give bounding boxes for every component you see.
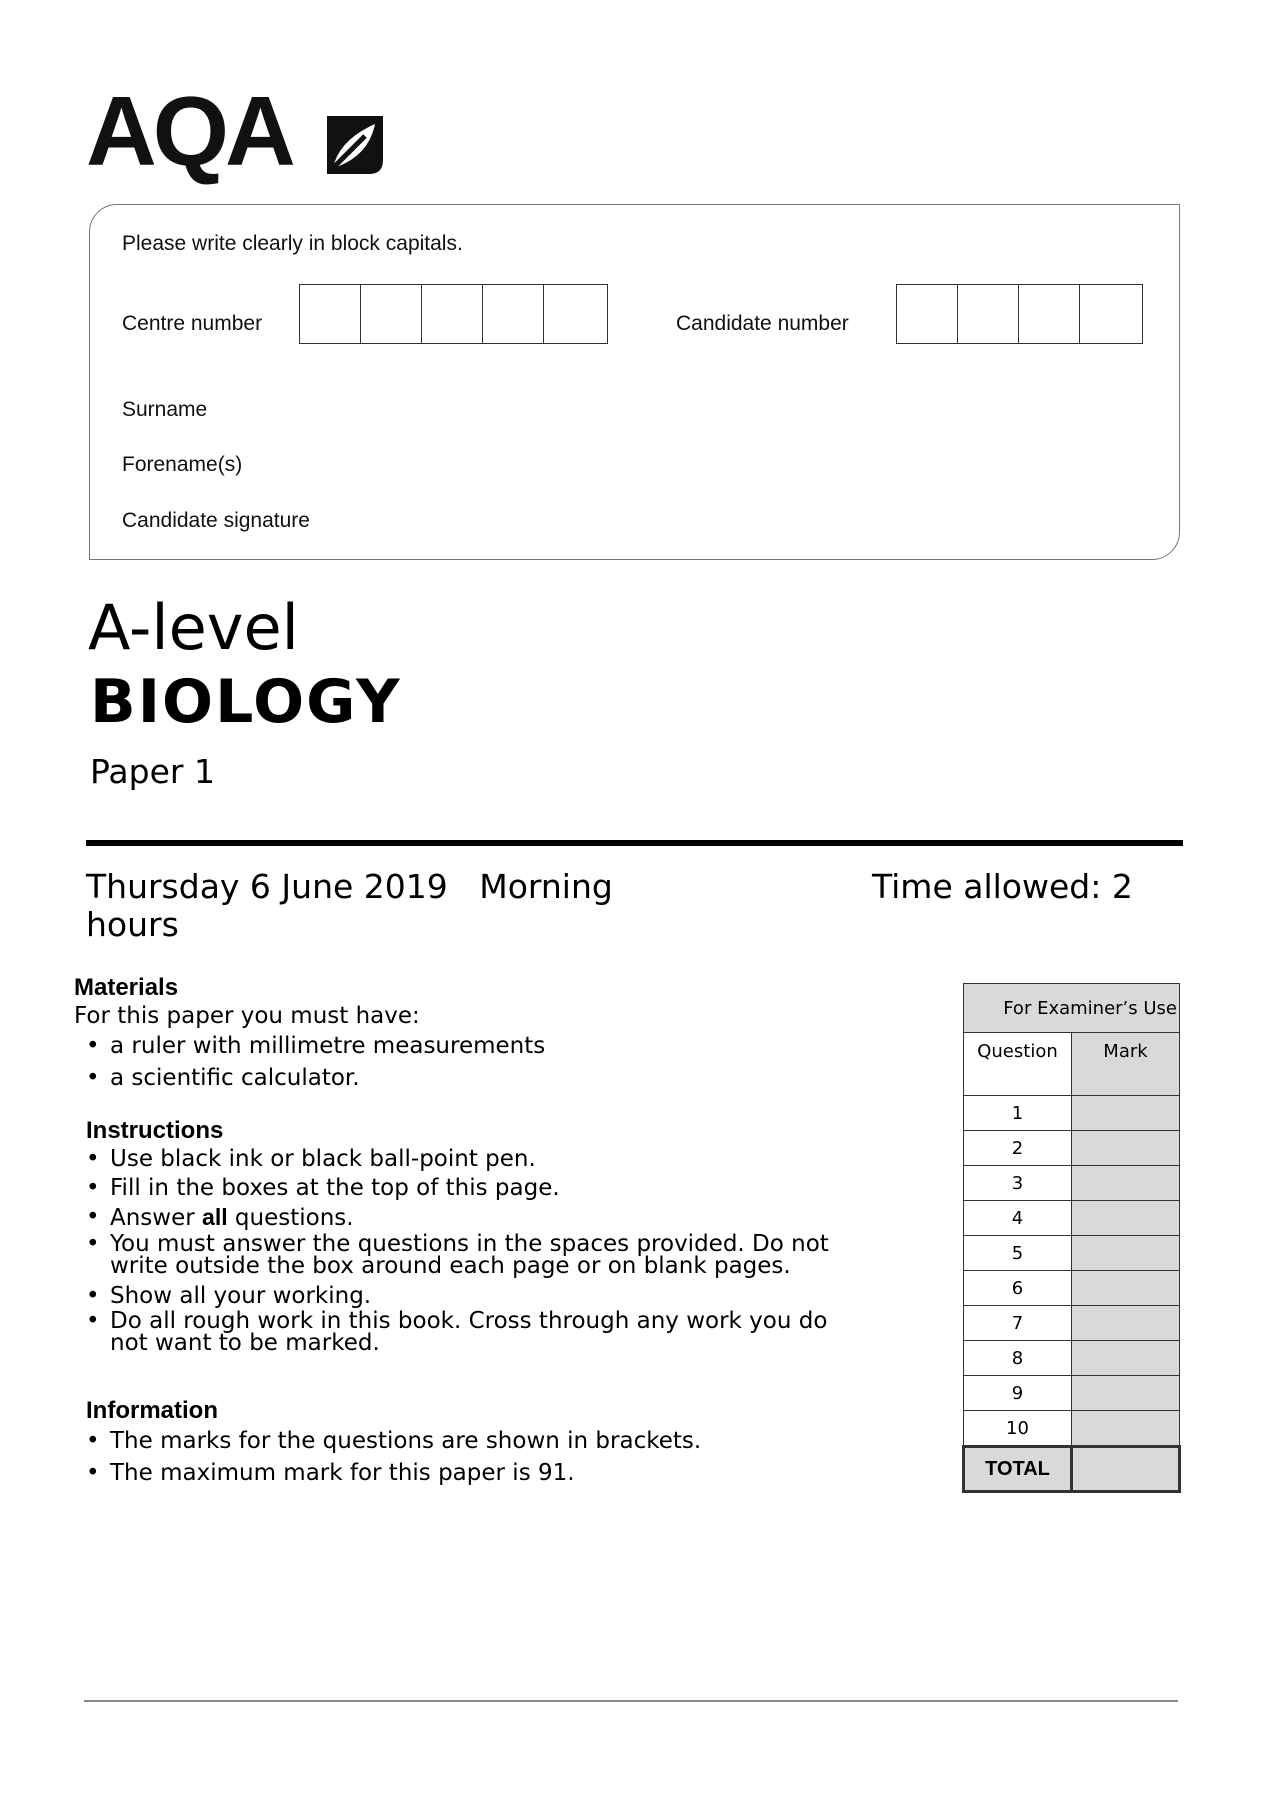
examiner-table-row [964, 1131, 1180, 1166]
instruction-item: • Fill in the boxes at the top of this page. [86, 1174, 866, 1203]
materials-heading: Materials [74, 974, 179, 1001]
instructions-heading: Instructions [86, 1117, 224, 1144]
centre-number-digit[interactable] [422, 285, 483, 343]
examiner-table-row [964, 1096, 1180, 1131]
instructions-section [86, 1117, 866, 1354]
candidate-number-digit[interactable] [1080, 285, 1141, 343]
question-number-cell: 2 [964, 1131, 1072, 1166]
information-item: • The marks for the questions are shown in brackets. [86, 1425, 866, 1457]
question-number-cell: 5 [964, 1236, 1072, 1271]
examiner-use-table [962, 983, 1181, 1493]
question-number-cell: 8 [964, 1341, 1072, 1376]
aqa-leaf-logo-icon [325, 114, 385, 176]
total-mark-cell[interactable] [1072, 1447, 1180, 1492]
forenames-label: Forename(s) [122, 453, 243, 476]
centre-number-digit[interactable] [361, 285, 422, 343]
mark-column-header: Mark [1072, 1033, 1180, 1096]
title-divider [86, 840, 1183, 846]
materials-item: • a ruler with millimetre measurements [86, 1030, 874, 1062]
subject-title: BIOLOGY [90, 667, 402, 737]
instruction-item [86, 1203, 866, 1233]
question-number-cell: 1 [964, 1096, 1072, 1131]
centre-number-digit[interactable] [483, 285, 544, 343]
question-number-cell: 9 [964, 1376, 1072, 1411]
information-section [86, 1397, 866, 1489]
question-number-cell: 4 [964, 1201, 1072, 1236]
paper-number: Paper 1 [90, 752, 215, 791]
examiner-table-row [964, 1341, 1180, 1376]
candidate-number-digit[interactable] [958, 285, 1019, 343]
question-number-cell: 3 [964, 1166, 1072, 1201]
question-number-cell: 10 [964, 1411, 1072, 1447]
question-mark-cell[interactable] [1072, 1166, 1180, 1201]
question-mark-cell[interactable] [1072, 1411, 1180, 1447]
candidate-number-field[interactable] [896, 284, 1143, 344]
materials-item: • a scientific calculator. [86, 1062, 874, 1094]
candidate-number-digit[interactable] [1019, 285, 1080, 343]
question-mark-cell[interactable] [1072, 1271, 1180, 1306]
centre-number-field[interactable] [299, 284, 608, 344]
information-item: • The maximum mark for this paper is 91. [86, 1457, 866, 1489]
time-allowed: Time allowed: 2 [872, 867, 1133, 906]
centre-number-digit[interactable] [544, 285, 605, 343]
examiner-table-row [964, 1201, 1180, 1236]
instruction-emphasis: all [202, 1204, 228, 1230]
question-column-header: Question [964, 1033, 1072, 1096]
question-mark-cell[interactable] [1072, 1376, 1180, 1411]
examiner-table-row [964, 1306, 1180, 1341]
instruction-text: Answer [110, 1205, 203, 1231]
exam-date-session: Thursday 6 June 2019 Morning [86, 867, 613, 906]
examiner-table-title: For Examiner’s Use [964, 984, 1180, 1033]
examiner-table-row [964, 1271, 1180, 1306]
qualification-level: A-level [88, 591, 299, 664]
candidate-details-box [89, 204, 1180, 560]
instruction-item: • Show all your working. [86, 1282, 866, 1310]
question-mark-cell[interactable] [1072, 1306, 1180, 1341]
examiner-table-row [964, 1236, 1180, 1271]
examiner-table-row [964, 1411, 1180, 1447]
examiner-table-row [964, 1376, 1180, 1411]
question-mark-cell[interactable] [1072, 1131, 1180, 1166]
instruction-item: • Do all rough work in this book. Cross through any work you do not want to be marked. [86, 1310, 866, 1354]
examiner-table-row [964, 1166, 1180, 1201]
candidate-number-digit[interactable] [897, 285, 958, 343]
instruction-text: questions. [227, 1205, 354, 1231]
time-allowed-hours: hours [86, 905, 179, 944]
footer-divider [84, 1700, 1178, 1702]
question-number-cell: 6 [964, 1271, 1072, 1306]
question-mark-cell[interactable] [1072, 1201, 1180, 1236]
block-capitals-instruction: Please write clearly in block capitals. [122, 232, 463, 255]
aqa-logo-text: AQA [86, 76, 292, 186]
information-heading: Information [86, 1397, 218, 1424]
total-label: TOTAL [964, 1447, 1072, 1492]
candidate-number-label: Candidate number [676, 312, 849, 335]
materials-intro: For this paper you must have: [74, 1003, 420, 1029]
instruction-item: • You must answer the questions in the spaces provided. Do not write outside the box around each page or on blank pages. [86, 1233, 866, 1277]
question-mark-cell[interactable] [1072, 1096, 1180, 1131]
centre-number-digit[interactable] [300, 285, 361, 343]
question-number-cell: 7 [964, 1306, 1072, 1341]
centre-number-label: Centre number [122, 312, 263, 335]
instruction-item: • Use black ink or black ball-point pen. [86, 1145, 866, 1174]
question-mark-cell[interactable] [1072, 1236, 1180, 1271]
surname-label: Surname [122, 398, 208, 421]
materials-section [74, 974, 874, 1094]
question-mark-cell[interactable] [1072, 1341, 1180, 1376]
candidate-signature-label: Candidate signature [122, 509, 310, 532]
